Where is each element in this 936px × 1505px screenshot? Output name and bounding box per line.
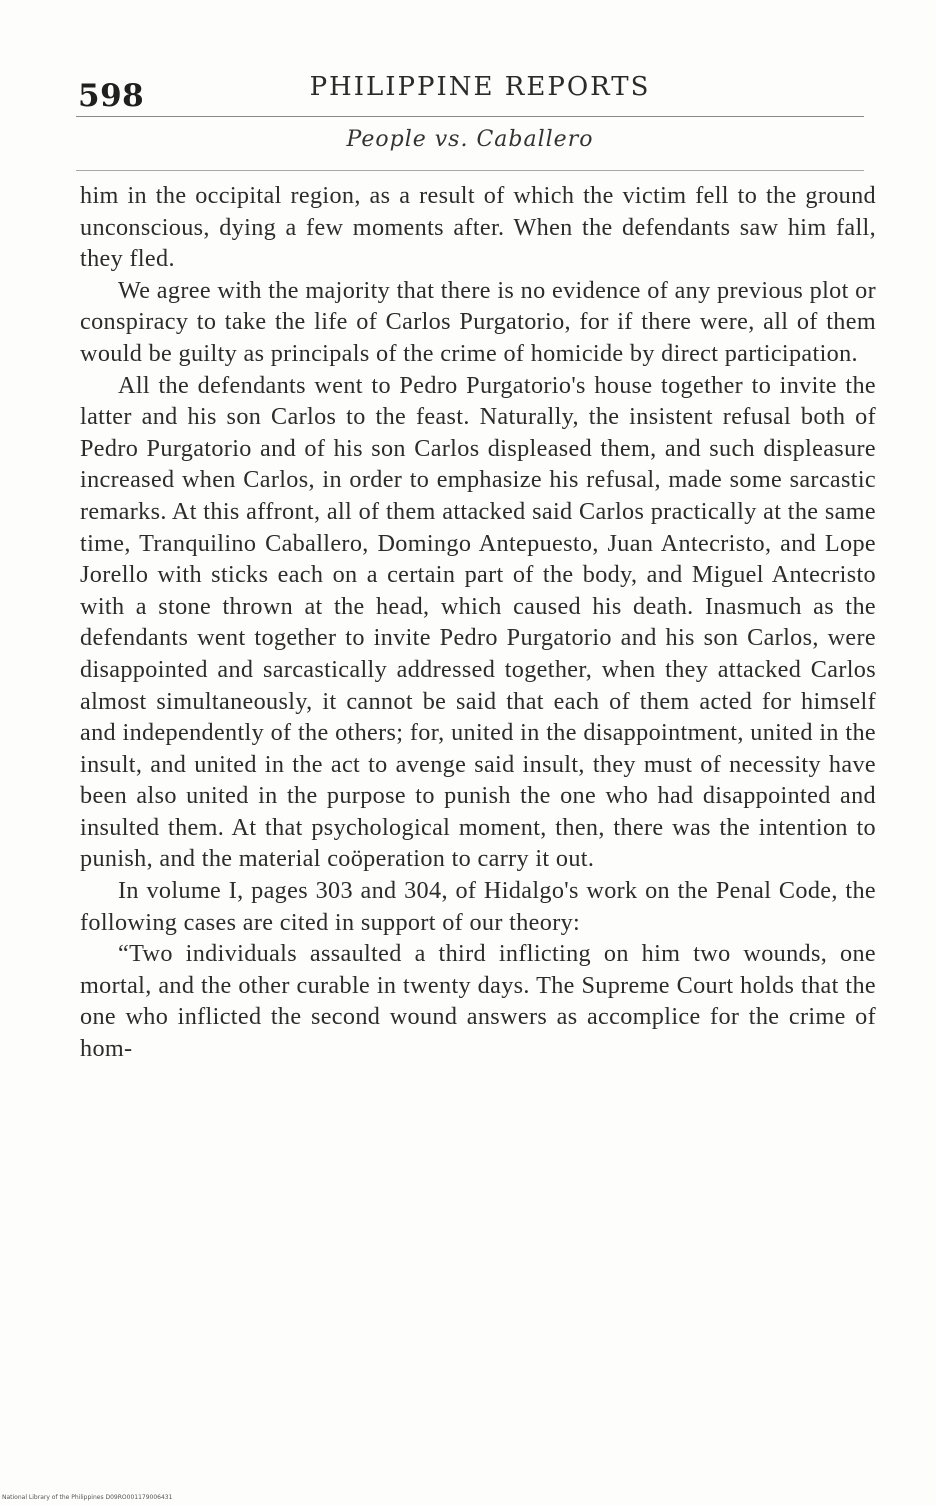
library-stamp: National Library of the Philippines D09RO001179006431 <box>2 1494 173 1501</box>
paragraph-2: We agree with the majority that there is no evidence of any previous plot or conspiracy to take the life of Carlos Purgatorio, for if there were, all of them would be guilty as principals of the crime of homicide by direct participation. <box>80 276 876 367</box>
case-title-rule <box>76 170 864 171</box>
paragraph-5: “Two individuals assaulted a third inflicting on him two wounds, one mortal, and the other curable in twenty days. The Supreme Court holds that the one who inflicted the second wound answers as accomplice for the crime of hom- <box>80 940 876 1063</box>
paragraph-1: him in the occipital region, as a result of which the victim fell to the ground unconscious, dying a few moments after. When the defendants saw him fall, they fled. <box>80 182 876 273</box>
body-text <box>80 180 876 1065</box>
running-title: PHILIPPINE REPORTS <box>309 72 651 102</box>
header-rule <box>76 116 864 117</box>
page-number: 598 <box>78 78 145 114</box>
case-title: People vs. Caballero <box>346 127 594 152</box>
paragraph-3: All the defendants went to Pedro Purgatorio's house together to invite the latter and his son Carlos to the feast. Naturally, the insistent refusal both of Pedro Purgatorio and of his son Carlos displeased them, and such displeasure increased when Carlos, in order to emphasize his refusal, made some sarcastic remarks. At this affront, all of them attacked said Carlos practically at the same time, Tranquilino Caballero, Domingo Antepuesto, Juan Antecristo, and Lope Jorello with sticks each on a certain part of the body, and Miguel Antecristo with a stone thrown at the head, which caused his death. Inasmuch as the defendants went together to invite Pedro Purgatorio and his son Carlos, were disappointed and sarcastically addressed together, when they attacked Carlos almost simultaneously, it cannot be said that each of them acted for himself and independently of the others; for, united in the disappointment, united in the insult, and united in the act to avenge said insult, they must of necessity have been also united in the purpose to punish the one who had disappointed and insulted them. At that psychological moment, then, there was the intention to punish, and the material coöperation to carry it out. <box>80 371 876 873</box>
paragraph-4: In volume I, pages 303 and 304, of Hidalgo's work on the Penal Code, the following cases are cited in support of our theory: <box>80 877 876 936</box>
